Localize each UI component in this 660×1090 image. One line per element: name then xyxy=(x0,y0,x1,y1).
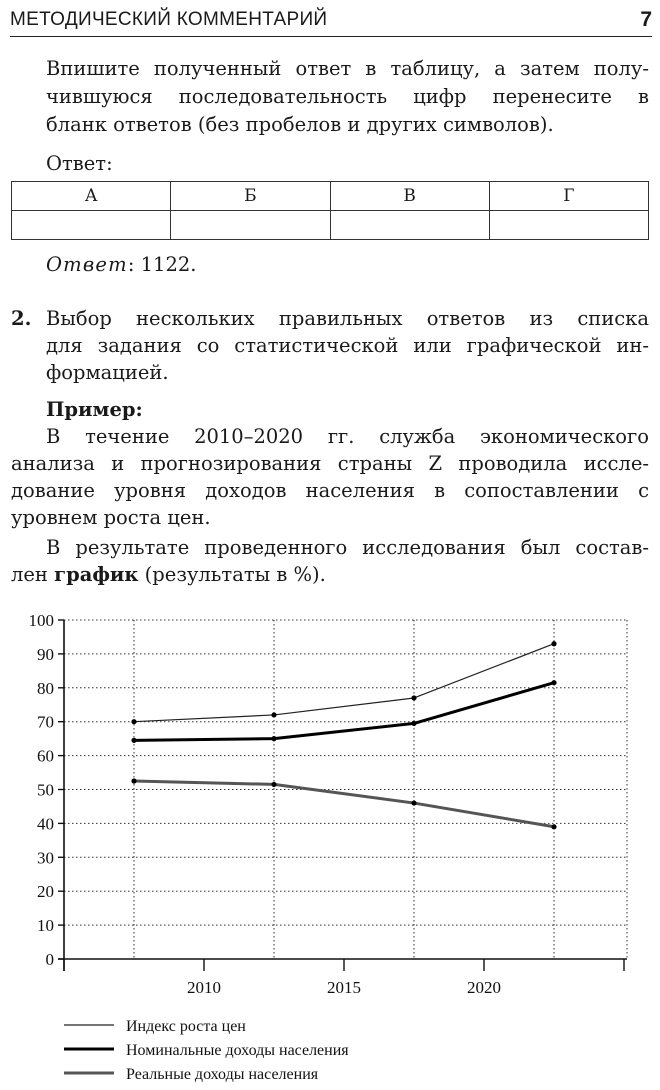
answer-result-value: : 1122. xyxy=(127,253,197,276)
y-tick-label: 40 xyxy=(37,814,54,834)
y-tick-label: 20 xyxy=(37,882,54,902)
task2-line-1: Выбор нескольких правильных ответов из списка xyxy=(46,307,649,330)
answer-col-a: А xyxy=(12,182,171,211)
answer-label: Ответ: xyxy=(46,152,113,175)
series-1-point xyxy=(271,712,276,717)
x-tick-label: 2020 xyxy=(467,978,501,997)
example-p1-line-3: дование уровня доходов населения в сопоставлении с xyxy=(11,479,649,502)
page-header xyxy=(10,8,652,37)
series-1-point xyxy=(411,695,416,700)
example-p2-line-1: В результате проведенного исследования был состав- xyxy=(46,536,649,559)
page-number: 7 xyxy=(640,8,652,31)
series-2-point xyxy=(411,721,416,726)
instruction-line-3: бланк ответов (без пробелов и других символов). xyxy=(46,113,554,136)
y-tick-label: 60 xyxy=(37,746,54,766)
answer-table xyxy=(11,181,649,240)
series-1-point xyxy=(131,719,136,724)
answer-cell-b[interactable] xyxy=(171,211,330,240)
y-tick-label: 80 xyxy=(37,678,54,698)
task-number: 2. xyxy=(11,307,32,330)
y-tick-label: 10 xyxy=(37,916,54,936)
y-tick-label: 50 xyxy=(37,780,54,800)
x-tick-label: 2015 xyxy=(327,978,361,997)
y-tick-label: 0 xyxy=(45,950,54,969)
instruction-line-2: чившуюся последовательность цифр перенесите в xyxy=(46,85,649,108)
task2-line-3: формацией. xyxy=(46,361,169,384)
y-tick-label: 90 xyxy=(37,644,54,664)
series-2-point xyxy=(131,738,136,743)
answer-result-label: Ответ xyxy=(46,253,128,276)
legend-label-2: Номинальные доходы населения xyxy=(126,1042,349,1059)
series-2-point xyxy=(551,680,556,685)
example-label: Пример: xyxy=(46,398,143,421)
y-tick-label: 100 xyxy=(28,611,54,630)
example-p2-pre: лен xyxy=(11,563,55,586)
series-line-3 xyxy=(134,781,554,827)
example-p2-line-2 xyxy=(11,563,326,586)
example-p1-line-1: В течение 2010–2020 гг. служба экономического xyxy=(46,425,649,448)
example-p2-post: (результаты в %). xyxy=(138,563,326,586)
answer-table-input-row xyxy=(12,211,649,240)
answer-col-b: Б xyxy=(171,182,330,211)
answer-col-g: Г xyxy=(489,182,648,211)
section-title: МЕТОДИЧЕСКИЙ КОММЕНТАРИЙ xyxy=(10,9,328,30)
instruction-line-1: Впишите полученный ответ в таблицу, а затем полу- xyxy=(46,57,649,80)
answer-cell-a[interactable] xyxy=(12,211,171,240)
example-p1-line-4: уровнем роста цен. xyxy=(11,506,211,529)
answer-cell-v[interactable] xyxy=(330,211,489,240)
series-3-point xyxy=(411,800,416,805)
income-price-chart xyxy=(0,600,660,1090)
task2-line-2: для задания со статистической или графической ин- xyxy=(46,334,649,357)
answer-table-header-row xyxy=(12,182,649,211)
series-1-point xyxy=(551,641,556,646)
legend-label-1: Индекс роста цен xyxy=(126,1018,246,1035)
answer-col-v: В xyxy=(330,182,489,211)
series-line-1 xyxy=(134,644,554,722)
series-3-point xyxy=(551,824,556,829)
legend-label-3: Реальные доходы населения xyxy=(126,1066,319,1083)
x-tick-label: 2010 xyxy=(187,978,221,997)
series-line-2 xyxy=(134,683,554,741)
y-tick-label: 30 xyxy=(37,848,54,868)
series-2-point xyxy=(271,736,276,741)
series-3-point xyxy=(131,778,136,783)
example-p2-bold: график xyxy=(54,563,139,586)
example-p1-line-2: анализа и прогнозирования страны Z проводила иссле- xyxy=(11,452,649,475)
series-3-point xyxy=(271,782,276,787)
answer-cell-g[interactable] xyxy=(489,211,648,240)
answer-result xyxy=(46,253,196,276)
y-tick-label: 70 xyxy=(37,712,54,732)
